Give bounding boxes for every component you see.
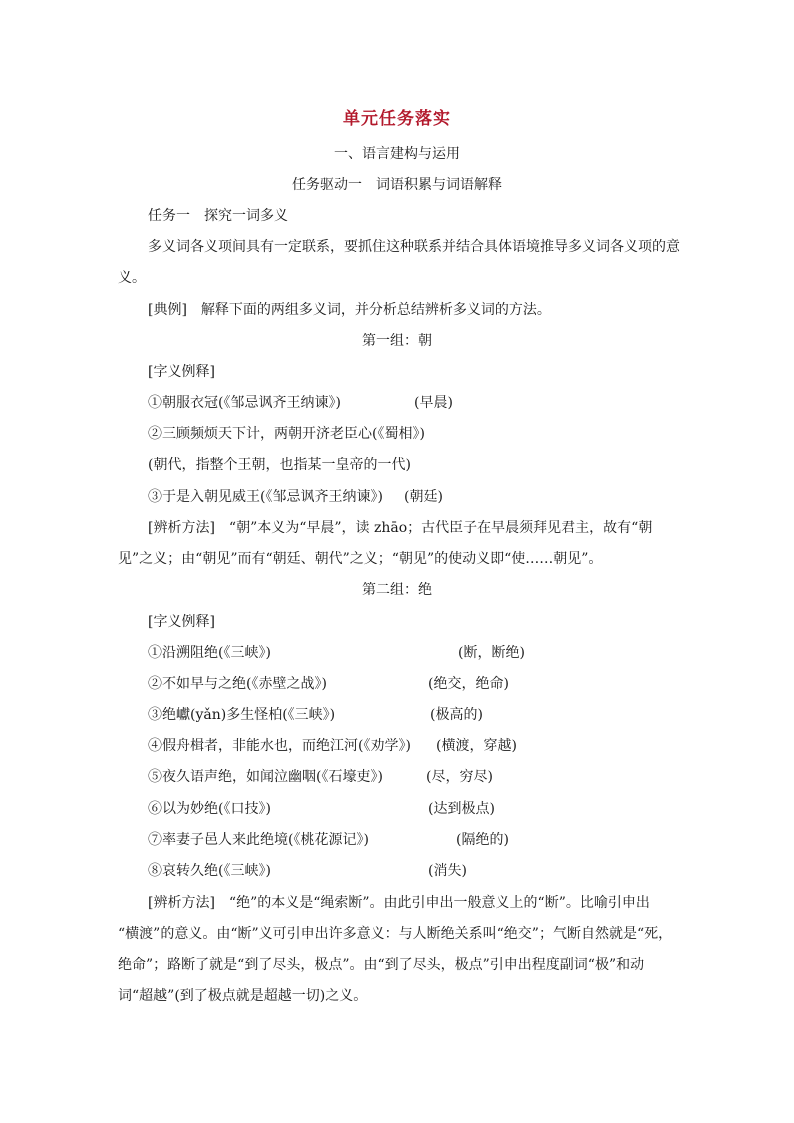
group2-item-1: ①沿溯阻绝(《三峡》): [148, 645, 271, 661]
group1-heading: 第一组：朝: [362, 333, 432, 349]
group2-item-7: ⑦率妻子邑人来此绝境(《桃花源记》): [148, 832, 369, 848]
group2-item-7-gloss: (隔绝的): [456, 832, 509, 848]
group1-item-2: ②三顾频烦天下计，两朝开济老臣心(《蜀相》): [148, 426, 425, 442]
drive-task-heading: 任务驱动一 词语积累与词语解释: [292, 177, 502, 193]
group2-method-line-1: [辨析方法] “绝”的本义是“绳索断”。由此引申出一般意义上的“断”。比喻引申出: [148, 895, 650, 911]
group2-heading: 第二组：绝: [362, 582, 432, 598]
group1-method-line-1: [辨析方法] “朝”本义为“早晨”，读 zhāo；古代臣子在早晨须拜见君主，故有“朝: [148, 520, 653, 536]
group2-method-line-2: “横渡”的意义。由“断”义可引申出许多意义：与人断绝关系叫“绝交”；气断自然就是“死，: [118, 926, 673, 942]
group2-item-5-gloss: (尽，穷尽): [426, 769, 493, 785]
group2-item-2: ②不如早与之绝(《赤壁之战》): [148, 676, 327, 692]
task-heading: 任务一 探究一词多义: [148, 208, 288, 224]
group2-item-1-gloss: (断，断绝): [458, 645, 525, 661]
page-title: 单元任务落实: [343, 109, 451, 129]
group1-item-1-gloss: (早晨): [414, 395, 453, 411]
group1-item-1: ①朝服衣冠(《邹忌讽齐王纳谏》): [148, 395, 341, 411]
group2-item-8: ⑧哀转久绝(《三峡》): [148, 863, 271, 879]
group2-item-4-gloss: (横渡，穿越): [436, 738, 517, 754]
group2-item-8-gloss: (消失): [428, 863, 467, 879]
group1-subheading: [字义例释]: [148, 364, 215, 380]
group2-item-3-gloss: (极高的): [430, 707, 483, 723]
group2-item-4: ④假舟楫者，非能水也，而绝江河(《劝学》): [148, 738, 411, 754]
example-heading: [典例] 解释下面的两组多义词，并分析总结辨析多义词的方法。: [148, 302, 551, 318]
intro-line-2: 义。: [118, 270, 146, 286]
group1-item-3: ③于是入朝见威王(《邹忌讽齐王纳谏》): [148, 489, 383, 505]
group1-item-3-gloss: (朝廷): [404, 489, 443, 505]
group2-method-line-3: 绝命”；路断了就是“到了尽头，极点”。由“到了尽头，极点”引申出程度副词“极”和动: [118, 957, 645, 973]
group2-subheading: [字义例释]: [148, 614, 215, 630]
group2-item-3: ③绝巘(yǎn)多生怪柏(《三峡》): [148, 707, 336, 723]
group2-item-5: ⑤夜久语声绝，如闻泣幽咽(《石壕吏》): [148, 769, 383, 785]
group2-item-2-gloss: (绝交，绝命): [428, 676, 509, 692]
group2-item-6: ⑥以为妙绝(《口技》): [148, 801, 271, 817]
intro-line-1: 多义词各义项间具有一定联系，要抓住这种联系并结合具体语境推导多义词各义项的意: [148, 239, 680, 255]
section-heading: 一、语言建构与运用: [334, 146, 460, 162]
group2-method-line-4: 词“超越”(到了极点就是超越一切)之义。: [118, 988, 368, 1004]
group1-item-2-gloss: (朝代，指整个王朝，也指某一皇帝的一代): [148, 457, 411, 473]
group1-method-line-2: 见”之义；由“朝见”而有“朝廷、朝代”之义；“朝见”的使动义即“使……朝见”。: [118, 551, 603, 567]
group2-item-6-gloss: (达到极点): [428, 801, 495, 817]
